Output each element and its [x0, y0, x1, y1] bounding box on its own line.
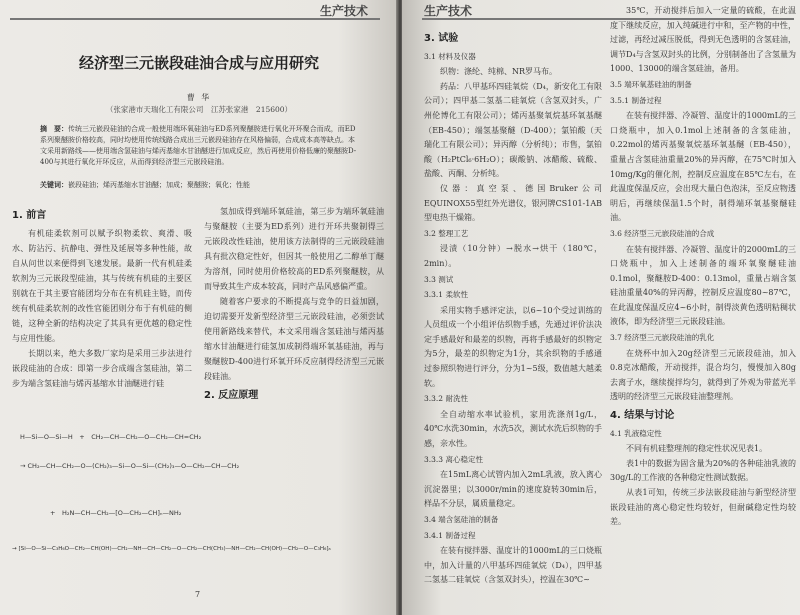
- paragraph: 有机硅柔软剂可以赋予织物柔软、爽滑、吸水、防沾污、抗静电、弹性及延展等多种性能，故自从问世以来便得到飞速发展。最新一代有机硅柔软剂为三元嵌段型硅油，其与传统有机硅的主要区别就在于其主要官能团均分布在有机硅主链，而传统有机硅柔软剂的改性官能团则分布于有机硅的侧链，这种全新的结构决定了其具有更优越的稳定性与应用性能。: [12, 229, 192, 343]
- author: 曹 华: [186, 93, 212, 102]
- section-heading: 2. 反应原理: [204, 390, 259, 401]
- paragraph: 35℃，开动搅拌后加入一定量的硫酸，在此温度下继续反应，加入纯碱进行中和，至产物的中性，过滤，再经过减压脱低，得到无色透明的含氢硅油，调节D₄与含氢双封头的比例，分别制备出了含氢量为1000、13000的端含氢硅油，备用。: [610, 6, 796, 74]
- subsection-heading: 3.7 经济型三元嵌段硅油的乳化: [610, 333, 715, 343]
- paragraph: 全自动缩水率试验机，家用洗涤剂1g/L，40℃水洗30min，水洗5次，测试水洗后织物的手感，亲水性。: [424, 409, 602, 449]
- paragraph: 在15mL离心试管内加入2mL乳液，放入离心沉淀器里；以3000r/min的速度旋转30min后，样品不分层，属质量稳定。: [424, 470, 602, 509]
- formula-line: H—Si—O—Si—H + CH₂—CH—CH₂—O—CH₂—CH=CH₂: [20, 433, 202, 441]
- subsection-heading: 3.4 端含氢硅油的制备: [424, 515, 499, 524]
- right-column-1: [424, 28, 602, 588]
- right-column-2: [610, 4, 796, 530]
- right-page: [402, 0, 800, 615]
- keywords-text: 嵌段硅油；烯丙基缩水甘油醚；加成；聚醚胺；氧化；性能: [68, 181, 250, 189]
- header-rule: [10, 18, 380, 20]
- formula-line: → CH₂—CH—CH₂—O—(CH₂)₃—Si—O—Si—(CH₂)₃—O—CH₂—CH—CH₂: [20, 462, 240, 470]
- section-heading: 1. 前言: [12, 210, 47, 221]
- paragraph: 长期以来，绝大多数厂家均是采用三步法进行嵌段硅油的合成：即第一步合成端含氢硅油，第二步为端含氢硅油与烯丙基缩水甘油醚进行硅: [12, 349, 192, 388]
- paragraph: 采用实物手感评定法，以6~10个受过训练的人员组成一个小组评估织物手感，先通过评价法决定手感最好和最差的织物，再将手感最好的织物定为5分，最差的织物定为1分，其余织物的手感通过参照织物进行评分，分为1~5级，数值越大越柔软。: [424, 305, 602, 388]
- keywords-label: 关键词：: [40, 180, 68, 189]
- page-number: 7: [195, 590, 201, 599]
- left-column-2: [204, 204, 384, 406]
- paragraph: 药品：八甲基环四硅氧烷（D₄，新安化工有限公司）；四甲基二氢基二硅氧烷（含氢双封头，广州伦博化工有限公司）；烯丙基聚氧烷基环氧基醚（EB-450）；端氢基聚醚（D-400）；氯铂酸（天瑞化工有限公司）；异丙醇（分析纯）；市售，氯铂酸（H₂PtCl₆·6H₂O）；碳酸钠、冰醋酸、硫酸、盐酸、丙酮、分析纯。: [424, 81, 602, 179]
- paragraph: 从表1可知，传统三步法嵌段硅油与新型经济型嵌段硅油的离心稳定性均较好，但耐碱稳定性均较差。: [610, 488, 796, 527]
- abstract-label: 摘 要：: [40, 125, 68, 133]
- paragraph: 在装有搅拌器、温度计的1000mL的三口烧瓶中，加入计量的八甲基环四硅氧烷（D₄），四甲基二氢基二硅氧烷（含氢双封头），控温在30℃~: [424, 546, 602, 585]
- keywords: [40, 180, 360, 190]
- affiliation: （张家港市天瑞化工有限公司 江苏张家港 215600）: [105, 105, 293, 114]
- paragraph: 在装有搅拌器、冷凝管、温度计的2000mL的三口烧瓶中，加入上述制备的端环氧聚醚硅油0.1mol，聚醚胺D-400：0.13mol，重量占端含氢硅油重量40%的异丙醇，控制反应温度80~87℃，在此温度保温反应4~6小时，制得淡黄色透明粘稠状液体，即为经济型三元嵌段硅油。: [610, 244, 796, 327]
- left-column-1: [12, 204, 192, 391]
- running-header: 生产技术: [424, 4, 473, 18]
- subsection-heading: 3.3.1 柔软性: [424, 290, 468, 300]
- paragraph: 织物：涤纶、纯棉、NR罗马布。: [440, 67, 558, 77]
- section-heading: 3. 试验: [424, 33, 459, 44]
- paragraph: 浸渍（10分钟）→脱水→烘干（180℃，2min）。: [424, 244, 602, 268]
- subsection-heading: 3.4.1 制备过程: [424, 530, 476, 540]
- subsection-heading: 3.2 整理工艺: [424, 228, 469, 238]
- running-header: 生产技术: [320, 4, 369, 18]
- paragraph: 仪器：真空泵、德国Bruker公司EQUINOX55型红外光谱仪，银河牌CS101-1AB型电热干燥箱。: [424, 183, 602, 223]
- subsection-heading: 3.3.3 离心稳定性: [424, 454, 483, 464]
- subsection-heading: 3.1 材料及仪器: [424, 51, 476, 61]
- subsection-heading: 3.5 端环氧基硅油的制备: [610, 79, 692, 89]
- paragraph: 表1中的数据为固含量为20%的各种硅油乳液的30g/L的工作液的各种稳定性测试数据。: [610, 458, 796, 483]
- subsection-heading: 3.6 经济型三元嵌段硅油的合成: [610, 228, 715, 238]
- formula-line: → [Si—O—Si—C₃H₆O—CH₂—CH(OH)—CH₂—NH—CH—CH₂—O—CH₂—CH(CH₃)—NH—CH₂—CH(OH)—CH₂—O—C₃H₆]ₐ: [12, 546, 331, 552]
- abstract: [40, 124, 360, 168]
- article-title: 经济型三元嵌段硅油合成与应用研究: [78, 54, 319, 72]
- subsection-heading: 3.3 测试: [424, 274, 454, 284]
- paragraph: 在烧杯中加入20g经济型三元嵌段硅油，加入0.8克冰醋酸，开动搅拌，混合均匀，慢慢加入80g去离子水，继续搅拌均匀，就得到了外观为带蓝光半透明的经济型三元嵌段硅油整理剂。: [610, 348, 796, 402]
- subsection-heading: 3.3.2 耐洗性: [424, 394, 468, 404]
- paragraph: 氢加成得到端环氧硅油，第三步为端环氧硅油与聚醚胺（主要为ED系列）进行开环共聚制得三元嵌段改性硅油，使用该方法制得的三元嵌段硅油具有批次稳定性好，但因其一般使用乙二醇单丁醚为溶剂，同时使用价格较高的ED系列聚醚胺，从而导致其生产成本较高，同时产品风感偏严重。: [204, 207, 384, 291]
- left-page: [0, 0, 398, 615]
- paragraph: 随着客户要求的不断提高与竞争的日益加剧，迫切需要开发新型经济型三元嵌段硅油，必须尝试使用新路线来替代，本文采用端含氢硅油与烯丙基缩水甘油醚进行硅氢加成制得端环氧基硅油，再与聚醚胺D-400进行环氧开环反应制得经济型三元嵌段硅油。: [204, 297, 384, 381]
- subsection-heading: 3.5.1 制备过程: [610, 95, 662, 105]
- paragraph: 不同有机硅整理剂的稳定性状况见表1。: [626, 444, 768, 454]
- paragraph: 在装有搅拌器、冷凝管、温度计的1000mL的三口烧瓶中，加入0.1mol上述制备的含氢硅油，0.22mol的烯丙基聚氧烷基环氧基醚（EB-450），重量占含氢硅油重量20%的异丙醇，在75℃时加入10mg/Kg的催化剂，控制反应温度在85℃左右，在此温度保温反应，会出现大量白色泡沫，至反应物透明后，再继续保温1.5个时，制得端环氧基聚醚硅油。: [610, 111, 796, 223]
- formula-line: + H₂N—CH—CH₂—[O—CH₂—CH]ₙ—NH₂: [50, 509, 182, 517]
- subsection-heading: 4.1 乳液稳定性: [610, 428, 662, 438]
- section-heading: 4. 结果与讨论: [610, 410, 675, 422]
- abstract-text: 传统三元嵌段硅油的合成一般使用端环氧硅油与ED系列聚醚胺进行氧化开环聚合而成，而ED系列聚醚胺价格较高，同时均使用传统线路合成出三元嵌段硅油存在风格偏弱，合成成本高等缺点。本文采用新路线——使用端含氢硅油与烯丙基缩水甘油醚进行加成反应，然后再使用价格低廉的聚醚胺D-400与其进行氧化开环反应，从而得到经济型三元嵌段硅油。: [40, 125, 357, 166]
